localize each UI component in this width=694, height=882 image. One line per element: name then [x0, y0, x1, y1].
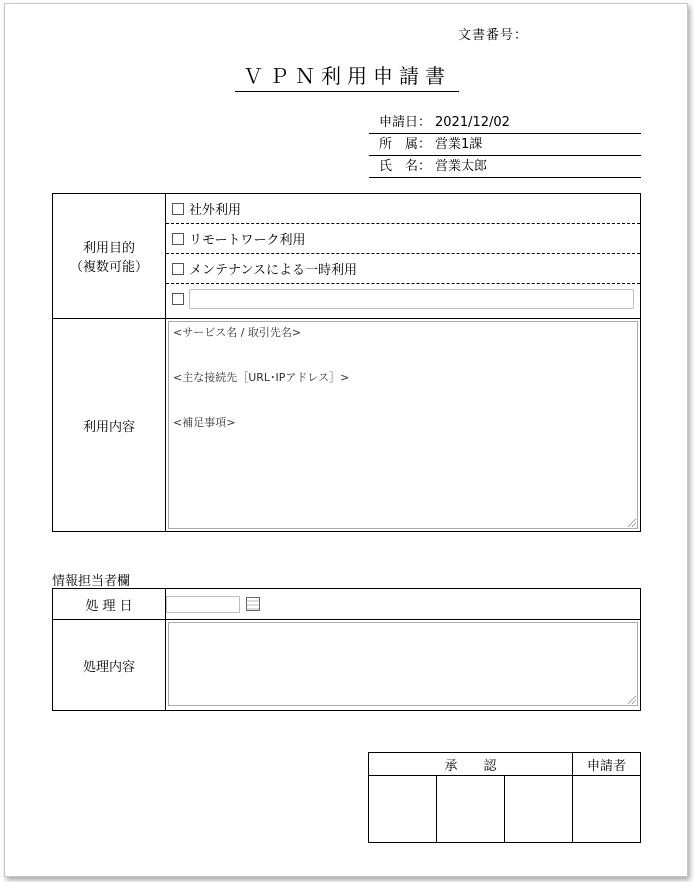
resize-grip-icon[interactable]	[628, 696, 636, 704]
purpose-options	[166, 194, 641, 319]
processing-content-header: 処理内容	[53, 620, 166, 711]
usage-header: 利用内容	[53, 319, 166, 532]
usage-line-service: <サービス名 / 取引先名>	[173, 326, 302, 339]
it-section-label: 情報担当者欄	[52, 574, 131, 589]
other-purpose-input[interactable]	[189, 289, 634, 309]
page-title: ＶＰＮ利用申請書	[235, 60, 459, 92]
purpose-option-outside[interactable]	[166, 194, 640, 224]
approval-table	[368, 752, 641, 843]
purpose-option-label: 社外利用	[189, 203, 242, 218]
application-date-row	[369, 112, 641, 134]
processing-content-textarea[interactable]	[168, 622, 638, 706]
purpose-option-label: リモートワーク利用	[189, 233, 306, 248]
application-table	[52, 193, 641, 532]
purpose-header-line1: 利用目的	[82, 241, 135, 256]
approval-stamp-box-1[interactable]	[369, 776, 437, 843]
usage-line-notes: <補足事項>	[173, 416, 236, 429]
usage-textarea[interactable]	[168, 321, 638, 529]
purpose-option-maintenance[interactable]	[166, 254, 640, 284]
resize-grip-icon[interactable]	[628, 519, 636, 527]
purpose-header-line2: （複数可能）	[69, 260, 148, 275]
usage-line-destination: <主な接続先［URL･IPアドレス］>	[173, 371, 350, 384]
applicant-header: 申請者	[573, 753, 641, 776]
processing-date-header: 処 理 日	[53, 589, 166, 620]
approval-stamp-box-2[interactable]	[437, 776, 505, 843]
purpose-option-label: メンテナンスによる一時利用	[189, 263, 357, 278]
calendar-icon[interactable]	[246, 597, 260, 611]
department-value[interactable]: 営業1課	[435, 137, 483, 152]
checkbox[interactable]	[172, 263, 184, 275]
application-date-label: 申請日：	[379, 115, 432, 130]
purpose-header	[53, 194, 166, 319]
purpose-option-other[interactable]	[166, 284, 640, 314]
name-row	[369, 156, 641, 178]
processing-date-input[interactable]	[166, 596, 240, 613]
approval-stamp-box-3[interactable]	[505, 776, 573, 843]
application-date-value[interactable]: 2021/12/02	[435, 115, 510, 130]
department-label: 所 属：	[379, 137, 432, 152]
name-label: 氏 名：	[379, 159, 432, 174]
checkbox[interactable]	[172, 233, 184, 245]
checkbox[interactable]	[172, 203, 184, 215]
checkbox[interactable]	[172, 293, 184, 305]
department-row	[369, 134, 641, 156]
applicant-stamp-box[interactable]	[573, 776, 641, 843]
name-value[interactable]: 営業太郎	[435, 159, 488, 174]
approval-header: 承 認	[369, 753, 573, 776]
purpose-option-remote[interactable]	[166, 224, 640, 254]
processing-table	[52, 588, 641, 711]
document-number-label: 文書番号：	[458, 28, 529, 43]
